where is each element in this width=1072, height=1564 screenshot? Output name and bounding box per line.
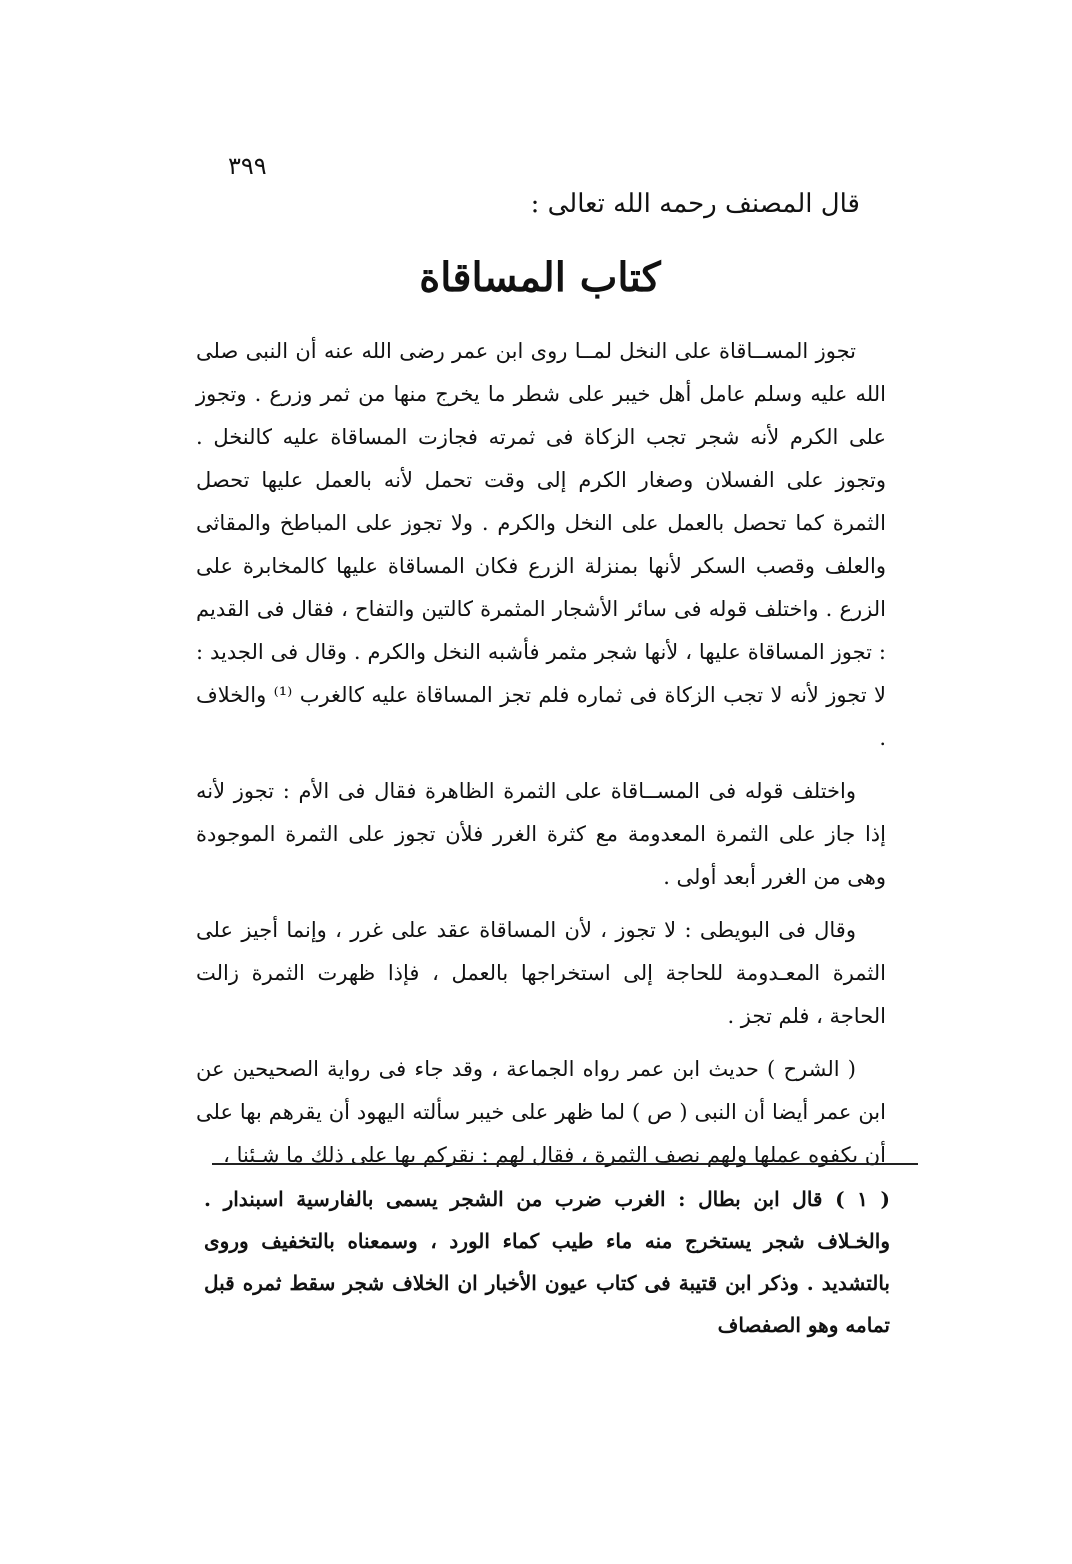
paragraph: ( الشرح ) حديث ابن عمر رواه الجماعة ، وقد جاء فى رواية الصحيحين عن ابن عمر أيضا أن النبى ( ص ) لما ظهر على خيبر سألته اليهود أن يقرهم بها على أن يكفوه عملها ولهم نصف الثمرة ، فقال لهم : نقركم بها على ذلك ما شـئنا ، <box>196 1057 886 1167</box>
chapter-title: كتاب المساقاة <box>419 254 661 301</box>
paragraph: واختلف قوله فى المســاقاة على الثمرة الظاهرة فقال فى الأم : تجوز لأنه إذا جاز على الثمرة المعدومة مع كثرة الغرر فلأن تجوز على الثمرة الموجودة وهى من الغرر أبعد أولى . <box>196 779 886 889</box>
footnote-divider <box>212 1163 918 1165</box>
paragraph: تجوز المســاقاة على النخل لمــا روى ابن عمر رضى الله عنه أن النبى صلى الله عليه وسلم عامل أهل خيبر على شطر ما يخرج منها من ثمر وزرع . وتجوز على الكرم لأنه شجر تجب الزكاة فى ثمرته فجازت المساقاة عليه كالنخل . وتجوز على الفسلان وصغار الكرم إلى وقت تحمل لأنه بالعمل عليها تحصل الثمرة كما تحصل بالعمل على النخل والكرم . ولا تجوز على المباطخ والمقاثى والعلف وقصب السكر لأنها بمنزلة الزرع فكان المساقاة عليها كالمخابرة على الزرع . واختلف قوله فى سائر الأشجار المثمرة كالتين والتفاح ، فقال فى القديم : تجوز المساقاة عليها ، لأنها شجر مثمر فأشبه النخل والكرم . وقال فى الجديد : لا تجوز لأنه لا تجب الزكاة فى ثماره فلم تجز المساقاة عليه كالغرب ⁽¹⁾ والخلاف . <box>196 339 886 750</box>
page-number: ٣٩٩ <box>228 152 267 180</box>
footnote: ( ١ ) قال ابن بطال : الغرب ضرب من الشجر يسمى بالفارسية اسبندار . والخـلاف شجر يستخرج منه ماء طيب كماء الورد ، وسمعناه بالتخفيف وروى بالتشديد . وذكر ابن قتيبة فى كتاب عيون الأخبار ان الخلاف شجر سقط ثمره قبل تمامه وهو الصفصاف <box>204 1187 890 1337</box>
body-text <box>196 330 886 1187</box>
intro-line: قال المصنف رحمه الله تعالى : <box>530 189 860 219</box>
paragraph: وقال فى البويطى : لا تجوز ، لأن المساقاة عقد على غرر ، وإنما أجيز على الثمرة المعـدومة للحاجة إلى استخراجها بالعمل ، فإذا ظهرت الثمرة زالت الحاجة ، فلم تجز . <box>196 918 886 1028</box>
